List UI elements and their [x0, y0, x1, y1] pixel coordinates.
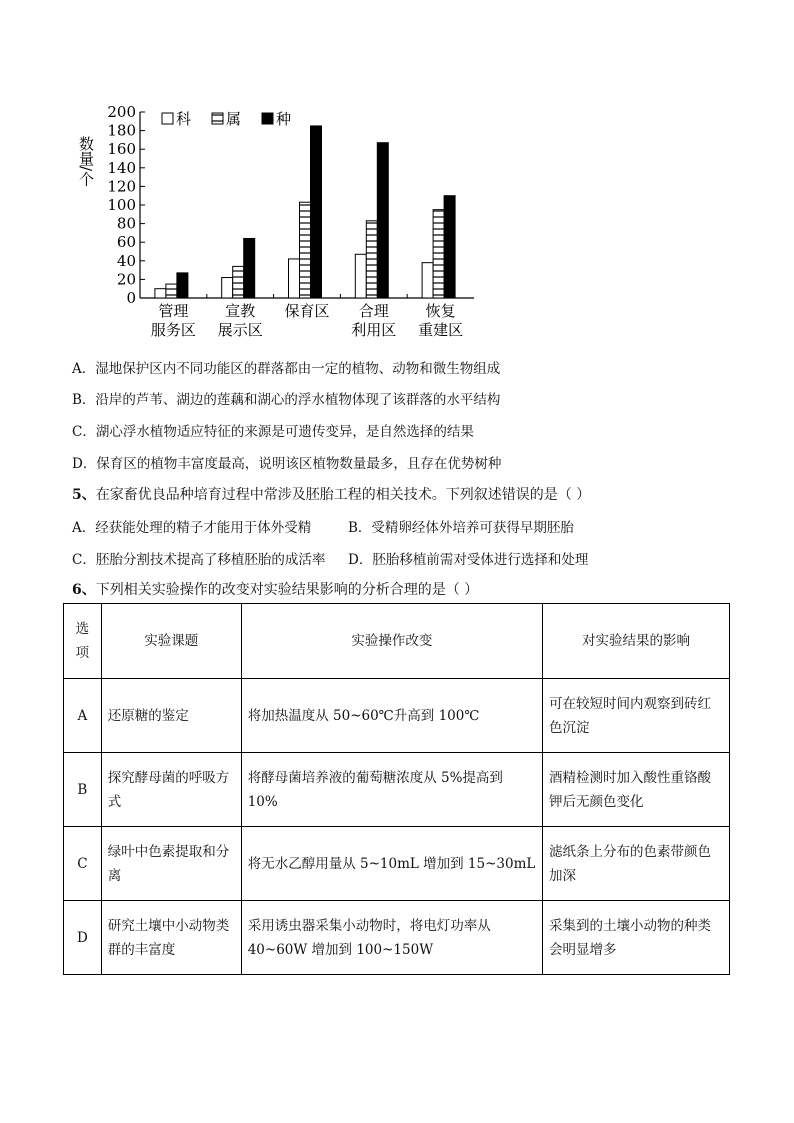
bar-hstripe — [433, 210, 444, 298]
row-effect: 采集到的土壤小动物的种类会明显增多 — [543, 901, 730, 975]
row-topic: 研究土壤中小动物类群的丰富度 — [101, 901, 241, 975]
bar-solid — [311, 126, 322, 298]
option-c: C．湖心浮水植物适应特征的来源是可遗传变异，是自然选择的结果 — [72, 424, 474, 440]
row-topic: 绿叶中色素提取和分离 — [101, 827, 241, 901]
q5-option-c: C．胚胎分割技术提高了移植胚胎的成活率 — [72, 552, 326, 568]
table-row — [64, 679, 730, 753]
x-tick-label: 管理 — [158, 302, 189, 320]
x-tick-label: 宣教 — [225, 302, 256, 320]
x-tick-label: 恢复 — [425, 302, 456, 320]
bar-solid — [444, 196, 455, 298]
q5-option-b: B．受精卵经体外培养可获得早期胚胎 — [348, 520, 574, 536]
x-tick-label: 重建区 — [418, 321, 464, 339]
y-tick-label: 40 — [116, 251, 136, 270]
row-effect: 酒精检测时加入酸性重铬酸钾后无颜色变化 — [543, 753, 730, 827]
y-tick-label: 200 — [107, 103, 136, 121]
bar-hstripe — [300, 202, 311, 298]
option-a: A．湿地保护区内不同功能区的群落都由一定的植物、动物和微生物组成 — [72, 361, 501, 377]
x-tick-label: 保育区 — [284, 302, 330, 320]
bar-hstripe — [233, 266, 244, 298]
bar-solid — [177, 273, 188, 298]
bar-blank — [289, 259, 300, 298]
bar-blank — [355, 254, 366, 298]
header-operation: 实验操作改变 — [241, 604, 542, 679]
row-operation: 将无水乙醇用量从 5~10mL 增加到 15~30mL — [241, 827, 542, 901]
y-tick-label: 100 — [107, 196, 136, 214]
bar-solid — [244, 238, 255, 298]
row-option: D — [64, 901, 102, 975]
header-topic: 实验课题 — [101, 604, 241, 679]
option-b: B．沿岸的芦苇、湖边的莲藕和湖心的浮水植物体现了该群落的水平结构 — [72, 392, 501, 408]
table-row — [64, 753, 730, 827]
y-tick-label: 20 — [116, 270, 136, 289]
question-5 — [72, 484, 590, 504]
legend-swatch — [262, 113, 273, 124]
row-option: B — [64, 753, 102, 827]
bar-hstripe — [366, 221, 377, 298]
option-d: D．保育区的植物丰富度最高，说明该区植物数量最多，且存在优势树种 — [72, 456, 502, 472]
legend-label: 属 — [226, 110, 242, 128]
experiment-table — [63, 603, 730, 975]
bar-blank — [222, 278, 233, 298]
row-operation: 将加热温度从 50~60℃升高到 100℃ — [241, 679, 542, 753]
row-effect: 可在较短时间内观察到砖红色沉淀 — [543, 679, 730, 753]
bar-chart — [72, 100, 482, 345]
bar-hstripe — [166, 284, 177, 298]
legend-swatch — [212, 113, 223, 124]
legend-label: 科 — [176, 110, 192, 128]
question-5-stem: 在家畜优良品种培育过程中常涉及胚胎工程的相关技术。下列叙述错误的是（ ） — [95, 487, 591, 503]
row-operation: 采用诱虫器采集小动物时，将电灯功率从 40~60W 增加到 100~150W — [241, 901, 542, 975]
y-tick-label: 120 — [107, 177, 136, 196]
question-6-number: 6、 — [72, 582, 96, 598]
x-tick-label: 合理 — [358, 302, 389, 320]
question-6 — [72, 579, 478, 599]
bar-blank — [422, 263, 433, 298]
row-option: A — [64, 679, 102, 753]
row-topic: 还原糖的鉴定 — [101, 679, 241, 753]
q5-option-a: A．经获能处理的精子才能用于体外受精 — [72, 520, 312, 536]
table-row — [64, 901, 730, 975]
y-tick-label: 0 — [126, 289, 136, 307]
question-5-number: 5、 — [72, 487, 96, 503]
bar-blank — [155, 289, 166, 298]
row-operation: 将酵母菌培养液的葡萄糖浓度从 5%提高到 10% — [241, 753, 542, 827]
row-effect: 滤纸条上分布的色素带颜色加深 — [543, 827, 730, 901]
x-tick-label: 展示区 — [217, 321, 263, 339]
y-axis-label: 数量/个 — [77, 136, 95, 187]
y-tick-label: 140 — [107, 158, 136, 177]
row-option: C — [64, 827, 102, 901]
header-option: 选项 — [64, 604, 102, 679]
legend-label: 种 — [276, 110, 292, 128]
legend-swatch — [162, 113, 173, 124]
table-row — [64, 827, 730, 901]
x-tick-label: 利用区 — [351, 321, 397, 339]
row-topic: 探究酵母菌的呼吸方式 — [101, 753, 241, 827]
q5-option-d: D．胚胎移植前需对受体进行选择和处理 — [348, 552, 589, 568]
header-effect: 对实验结果的影响 — [543, 604, 730, 679]
question-6-stem: 下列相关实验操作的改变对实验结果影响的分析合理的是（ ） — [95, 582, 479, 598]
y-tick-label: 60 — [116, 233, 136, 252]
y-tick-label: 80 — [116, 214, 136, 233]
table-header-row — [64, 604, 730, 679]
y-tick-label: 160 — [107, 140, 136, 159]
bar-solid — [377, 143, 388, 298]
x-tick-label: 服务区 — [150, 321, 196, 339]
y-tick-label: 180 — [107, 121, 136, 140]
